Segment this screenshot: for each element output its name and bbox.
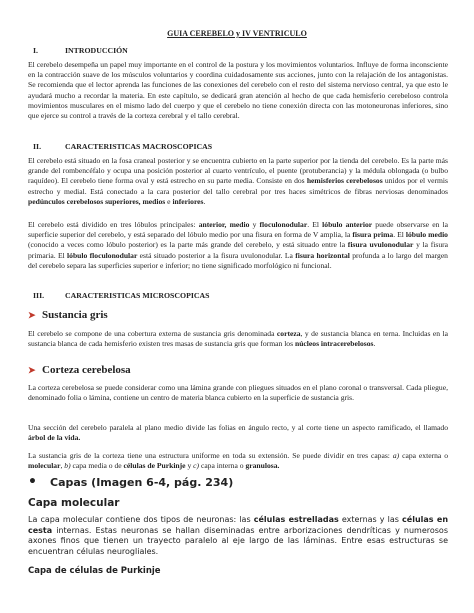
macro-paragraph-2: El cerebelo está dividido en tres lóbulos principales: anterior, medio y floculonodular. El lóbulo anterior puede observarse en la superficie superior del cerebelo, y está separado del lóbulo medio por una fisura en forma de V amplia, la fisura prima. El lóbulo medio (conocido a veces como lóbulo posterior) es la parte más grande del cerebelo, y está situado entre la fisura uvulonodular y la fisura primaria. El lóbulo floculonodular está situado posterior a la fisura uvulonodular. La fisura horizontal profunda a lo largo del margen del cerebelo separa las superficies superior e inferior; no tiene significado morfológico ni funcional. [28,220,449,270]
capa-molecular-paragraph: La capa molecular contiene dos tipos de neuronas: las células estrelladas externas y las células en cesta internas. Estas neuronas se hallan diseminadas entre arborizaciones dendríticas y numerosos axones finos que tienen un trayecto paralelo al eje largo de las láminas. Entre esas estructuras se encuentran células neurogliales. [28,515,449,556]
corteza-paragraph-2: Una sección del cerebelo paralela al plano medio divide las folias en ángulo recto, y al corte tiene un aspecto ramificado, el llamado árbol de la vida. [28,423,448,443]
subheading-corteza-cerebelosa: ➤ Corteza cerebelosa [28,364,131,376]
heading-capa-molecular: Capa molecular [28,497,120,509]
bullet-dot-icon: • [28,474,37,490]
section-heading-introduccion [33,46,128,55]
arrow-bullet-icon: ➤ [28,365,36,375]
section-number: III. [33,291,45,300]
section-label: CARACTERISTICAS MACROSCOPICAS [65,142,213,151]
document-title: GUIA CEREBELO y IV VENTRICULO [167,29,307,38]
section-heading-macroscopicas [33,142,212,151]
section-heading-microscopicas [33,291,209,300]
corteza-paragraph-3: La sustancia gris de la corteza tiene una estructura uniforme en toda su extensión. Se puede dividir en tres capas: a) capa externa o molecular, b) capa media o de células de Purkinje y c) capa interna o granulosa. [28,451,448,471]
bullet-heading-capas: • Capas (Imagen 6-4, pág. 234) [28,474,234,490]
intro-paragraph: El cerebelo desempeña un papel muy importante en el control de la postura y los movimientos voluntarios. Influye de forma inconsciente en la contracción suave de los músculos voluntarios y coordina cuidadosamente sus acciones, junto con la relajación de los antagonistas. Se recomienda que el lector aprenda las funciones de las conexiones del cerebelo con el resto del sistema nervioso central, ya que esto le ayudará mucho a recordar la materia. En este capítulo, se dedicará gran atención al hecho de que cada hemisferio cerebeloso controla movimientos musculares en el mismo lado del cuerpo y que el cerebelo no tiene conexión directa con las motoneuronas inferiores, sino que ejerce su control a través de la corteza cerebral y el tallo cerebral. [28,60,448,121]
section-number: II. [33,142,42,151]
arrow-bullet-icon: ➤ [28,310,36,320]
section-label: INTRODUCCIÓN [65,46,128,55]
sustancia-gris-paragraph: El cerebelo se compone de una cobertura externa de sustancia gris denominada corteza, y de sustancia blanca en terna. Incluidas en la sustancia blanca de cada hemisferio existen tres masas de sustancia gris que forman los núcleos intracerebelosos. [28,329,448,349]
heading-capa-purkinje: Capa de células de Purkinje [28,566,161,576]
section-label: CARACTERISTICAS MICROSCOPICAS [65,291,210,300]
subheading-sustancia-gris: ➤ Sustancia gris [28,309,108,321]
macro-paragraph-1: El cerebelo está situado en la fosa craneal posterior y se encuentra cubierto en la parte superior por la tienda del cerebelo. Es la parte más grande del rombencéfalo y ocupa una posición posterior al cuarto ventrículo, el puente (protuberancia) y la médula oblongada (o bulbo raquídeo). El cerebelo tiene forma oval y está estrecho en su parte media. Consiste en dos hemisferios cerebelosos unidos por el vermis estrecho y medial. Está conectado a la cara posterior del tallo cerebral por tres haces simétricos de fibras nerviosas denominados pedúnculos cerebelosos superiores, medios e inferiores. [28,156,448,206]
corteza-paragraph-1: La corteza cerebelosa se puede considerar como una lámina grande con pliegues situados en el plano coronal o transversal. Cada pliegue, denominado folia o lámina, contiene un centro de materia blanca cubierto en la superficie de sustancia gris. [28,383,448,403]
section-number: I. [33,46,38,55]
